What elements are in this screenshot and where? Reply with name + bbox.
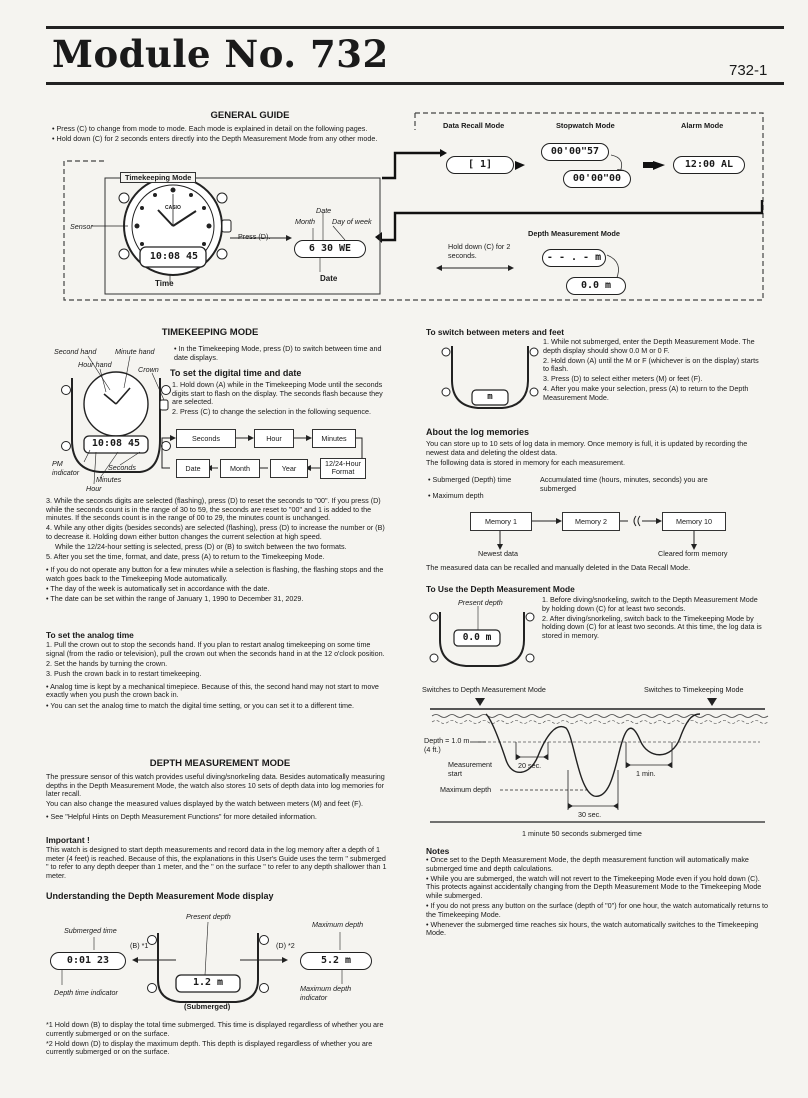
submerged-time-label: Submerged time xyxy=(64,926,117,935)
set-step-1: 1. Hold down (A) while in the Timekeeping Mode until the seconds digits start to flash on the display. The seconds flash because they are selected. xyxy=(172,380,383,407)
depth-intro-2: You can also change the measured values displayed by the watch between meters (M) and feet (F). xyxy=(46,799,363,809)
note-4: • Whenever the submerged time reaches six hours, the watch automatically switches to the Timekeeping Mode. xyxy=(426,919,759,938)
timekeeping-lcd: 10:08 45 xyxy=(91,438,141,449)
use-step-1: 1. Before diving/snorkeling, switch to the Depth Measurement Mode by holding down (C) for at least two seconds. xyxy=(542,595,758,613)
note-1: • Once set to the Depth Measurement Mode, the depth measurement function will automatically make submerged time and depth calculations. xyxy=(426,855,749,873)
watch-lcd: 10:08 45 xyxy=(149,251,199,262)
max-depth-lcd: 5.2 m xyxy=(300,952,372,970)
switch-units-lcd: m xyxy=(487,392,493,402)
recall-lcd: [ 1] xyxy=(446,156,514,174)
maximum-depth-label: Maximum depth xyxy=(312,920,364,929)
seq-year: Year xyxy=(270,459,308,478)
page-number: 732-1 xyxy=(729,62,768,79)
depth-time-indicator-label: Depth time indicator xyxy=(54,988,118,997)
use-depth-lcd: 0.0 m xyxy=(462,632,492,643)
switch-units-heading: To switch between meters and feet xyxy=(426,327,565,337)
tk-note-2: • The day of the week is automatically set in accordance with the date. xyxy=(46,583,270,593)
switch-depth-label: Switches to Depth Measurement Mode xyxy=(422,685,546,694)
set-digital-heading: To set the digital time and date xyxy=(170,368,302,378)
memory-10: Memory 10 xyxy=(662,512,726,531)
important-heading: Important ! xyxy=(46,835,90,845)
seq-seconds: Seconds xyxy=(176,429,236,448)
general-bullet-1: • Press (C) to change from mode to mode. Each mode is explained in detail on the following pages. xyxy=(52,124,368,133)
log-submerged-time: • Submerged (Depth) time xyxy=(428,475,512,484)
sensor-label: Sensor xyxy=(70,222,93,231)
graph-depth-label: Depth = 1.0 m (4 ft.) xyxy=(424,736,470,754)
note-3: • If you do not press any button on the surface (depth of "0") for one hour, the watch automatically returns to the Timekeeping Mode. xyxy=(426,900,769,919)
depth-lcd-2: 0.0 m xyxy=(566,277,626,295)
memory-1: Memory 1 xyxy=(470,512,532,531)
important-text: This watch is designed to start depth measurements and record data in the log memory after a depth of 1 meter (4 feet) is reached. Because of this, the explanations in this User's Guide uses the term " submerged " to refer to any depth deeper than 1 meter, and the " on the surface " to refer to any depth shallower than 1 meter. xyxy=(46,845,387,880)
date-lcd: 6 30 WE xyxy=(294,240,366,258)
time-label: Time xyxy=(155,279,174,288)
depth-mode-label: Depth Measurement Mode xyxy=(528,229,620,238)
minute-hand-label: Minute hand xyxy=(115,347,155,356)
switch-step-2: 2. Hold down (A) until the M or F (whichever is on the display) starts to flash. xyxy=(543,355,759,374)
seq-hour: Hour xyxy=(254,429,294,448)
stopwatch-mode-label: Stopwatch Mode xyxy=(556,121,615,130)
graph-maximum-depth: Maximum depth xyxy=(440,785,492,794)
day-of-week-label: Day of week xyxy=(332,217,372,226)
seq-month: Month xyxy=(220,459,260,478)
newest-data-label: Newest data xyxy=(478,549,518,558)
depth-intro-1: The pressure sensor of this watch provides useful diving/snorkeling data. Besides automatically measuring depths in the Depth Measurement Mode, the watch also stores 10 sets of depth data into log memories for later recall. xyxy=(46,772,385,799)
analog-step-2: 2. Set the hands by turning the crown. xyxy=(46,658,168,668)
switch-step-1: 1. While not submerged, enter the Depth Measurement Mode. The depth display should show 0.0 M or 0 F. xyxy=(543,337,755,355)
alarm-lcd: 12:00 AL xyxy=(673,156,745,174)
switch-time-label: Switches to Timekeeping Mode xyxy=(644,685,744,694)
stopwatch-lcd-1: 00'00"57 xyxy=(541,143,609,161)
set-step-3: 3. While the seconds digits are selected (flashing), press (D) to reset the seconds to "00". If you press (D) while the seconds count is in the range of 30 to 59, the seconds are reset to "00" and 1 is added to the minutes. If the seconds count is in the range of 00 to 29, the minutes count is unchanged. xyxy=(46,496,381,523)
hour-label: Hour xyxy=(86,484,102,493)
timekeeping-intro: • In the Timekeeping Mode, press (D) to switch between time and date displays. xyxy=(174,344,382,362)
page-title: Module No. 732 xyxy=(52,32,389,76)
graph-total: 1 minute 50 seconds submerged time xyxy=(522,829,642,838)
depth-lcd-1: - - . - m xyxy=(542,249,606,267)
graph-20sec: 20 sec. xyxy=(518,761,542,770)
crown-label: Crown xyxy=(138,365,159,374)
notes-heading: Notes xyxy=(426,846,450,856)
tk-note-1: • If you do not operate any button for a few minutes while a selection is flashing, the flashing stops and the watch goes back to the Timekeeping Mode automatically. xyxy=(46,565,384,583)
memory-2: Memory 2 xyxy=(562,512,620,531)
depth-heading: DEPTH MEASUREMENT MODE xyxy=(149,758,291,769)
analog-step-3: 3. Push the crown back in to restart timekeeping. xyxy=(46,668,202,678)
hour-hand-label: Hour hand xyxy=(78,360,112,369)
alarm-mode-label: Alarm Mode xyxy=(681,121,724,130)
log-text-1: You can store up to 10 sets of log data in memory. Once memory is full, it is updated by recording the newest data and deleting the oldest data. xyxy=(426,439,748,457)
brand-logo: CASIO xyxy=(165,205,181,211)
analog-heading: To set the analog time xyxy=(46,630,134,640)
general-bullet-2: • Hold down (C) for 2 seconds enters directly into the Depth Measurement Mode from any other mode. xyxy=(52,134,378,144)
log-heading: About the log memories xyxy=(426,427,530,437)
switch-step-4: 4. After you make your selection, press (A) to return to the Depth Measurement Mode. xyxy=(543,384,749,403)
present-depth-label: Present depth xyxy=(186,912,231,921)
seq-minutes: Minutes xyxy=(312,429,356,448)
stopwatch-lcd-2: 00'00"00 xyxy=(563,170,631,188)
month-label: Month xyxy=(295,217,315,226)
press-d-label: Press (D). xyxy=(238,232,271,241)
minutes-label: Minutes xyxy=(96,475,122,484)
seconds-label: Seconds xyxy=(108,463,136,472)
date-top-label: Date xyxy=(316,206,332,215)
use-present-depth-label: Present depth xyxy=(458,598,503,607)
depth-see: • See "Helpful Hints on Depth Measurement Functions" for more detailed information. xyxy=(46,812,317,822)
d2-label: (D) *2 xyxy=(276,941,295,950)
submerged-label: (Submerged) xyxy=(184,1002,231,1011)
max-depth-indicator-label: Maximum depth indicator xyxy=(300,984,352,1002)
depth-center-lcd: 1.2 m xyxy=(192,977,224,988)
switch-step-3: 3. Press (D) to select either meters (M) or feet (F). xyxy=(543,374,703,384)
set-step-5: 5. After you set the time, format, and date, press (A) to return to the Timekeeping Mode. xyxy=(46,552,325,562)
log-text-2: The following data is stored in memory for each measurement. xyxy=(426,457,625,467)
second-hand-label: Second hand xyxy=(54,347,97,356)
date-bottom-label: Date xyxy=(320,274,338,283)
data-recall-mode-label: Data Recall Mode xyxy=(443,121,505,130)
footnote-1: *1 Hold down (B) to display the total time submerged. This time is displayed regardless of whether you are currently submerged or on the surface. xyxy=(46,1020,384,1038)
use-depth-heading: To Use the Depth Measurement Mode xyxy=(426,584,575,594)
analog-note-1: • Analog time is kept by a mechanical timepiece. Because of this, the second hand may not start to move exactly when you push the crown back in. xyxy=(46,681,379,700)
oldest-data-label: Cleared form memory xyxy=(658,549,728,558)
timekeeping-mode-label: Timekeeping Mode xyxy=(120,172,196,183)
log-submerged-time-desc: Accumulated time (hours, minutes, seconds) you are submerged xyxy=(540,475,708,493)
notes-list xyxy=(426,856,770,939)
seq-date: Date xyxy=(176,459,210,478)
graph-30sec: 30 sec. xyxy=(578,810,602,819)
b1-label: (B) *1 xyxy=(130,941,149,950)
graph-1min: 1 min. xyxy=(636,769,656,778)
use-step-2: 2. After diving/snorkeling, switch back to the Timekeeping Mode by holding down (C) for at least two seconds. At this time, the log data is stored in memory. xyxy=(542,613,762,640)
hold-c-label: Hold down (C) for 2 seconds. xyxy=(448,242,511,260)
understanding-heading: Understanding the Depth Measurement Mode display xyxy=(46,891,274,901)
set-step-4b: While the 12/24-hour setting is selected, press (D) or (B) to switch between the two formats. xyxy=(55,541,347,551)
note-2: • While you are submerged, the watch will not revert to the Timekeeping Mode even if you hold down (C). This protects against accidentally changing from the Depth Measurement Mode to the Timekeeping Mode while submerged. xyxy=(426,873,762,900)
general-guide-heading: GENERAL GUIDE xyxy=(210,110,290,121)
pm-indicator-label: PM indicator xyxy=(52,459,80,477)
recall-note: The measured data can be recalled and manually deleted in the Data Recall Mode. xyxy=(426,563,691,572)
graph-measurement-start: Measurement start xyxy=(448,760,492,778)
set-step-4: 4. While any other digits (besides seconds) are selected (flashing), press (D) to increase the number or (B) to decrease it. Holding down either button changes the current selection at high speed. xyxy=(46,523,385,541)
analog-note-2: • You can set the analog time to match the digital time setting, or you can set it to a different time. xyxy=(46,700,355,710)
footnote-2: *2 Hold down (D) to display the maximum depth. This depth is displayed regardless of whether you are currently submerged or on the surface. xyxy=(46,1038,373,1057)
set-step-2: 2. Press (C) to change the selection in the following sequence. xyxy=(172,407,371,417)
submerged-time-lcd: 0:01 23 xyxy=(50,952,126,970)
timekeeping-heading: TIMEKEEPING MODE xyxy=(161,327,259,338)
analog-step-1: 1. Pull the crown out to stop the seconds hand. If you plan to restart analog timekeeping on some time signal (from the radio or television), pull the crown out when the seconds hand in at the 12 o'clock position. xyxy=(46,640,385,658)
log-maximum-depth: • Maximum depth xyxy=(428,491,484,500)
seq-format: 12/24-Hour Format xyxy=(320,458,366,479)
tk-note-3: • The date can be set within the range of January 1, 1990 to December 31, 2029. xyxy=(46,593,304,603)
